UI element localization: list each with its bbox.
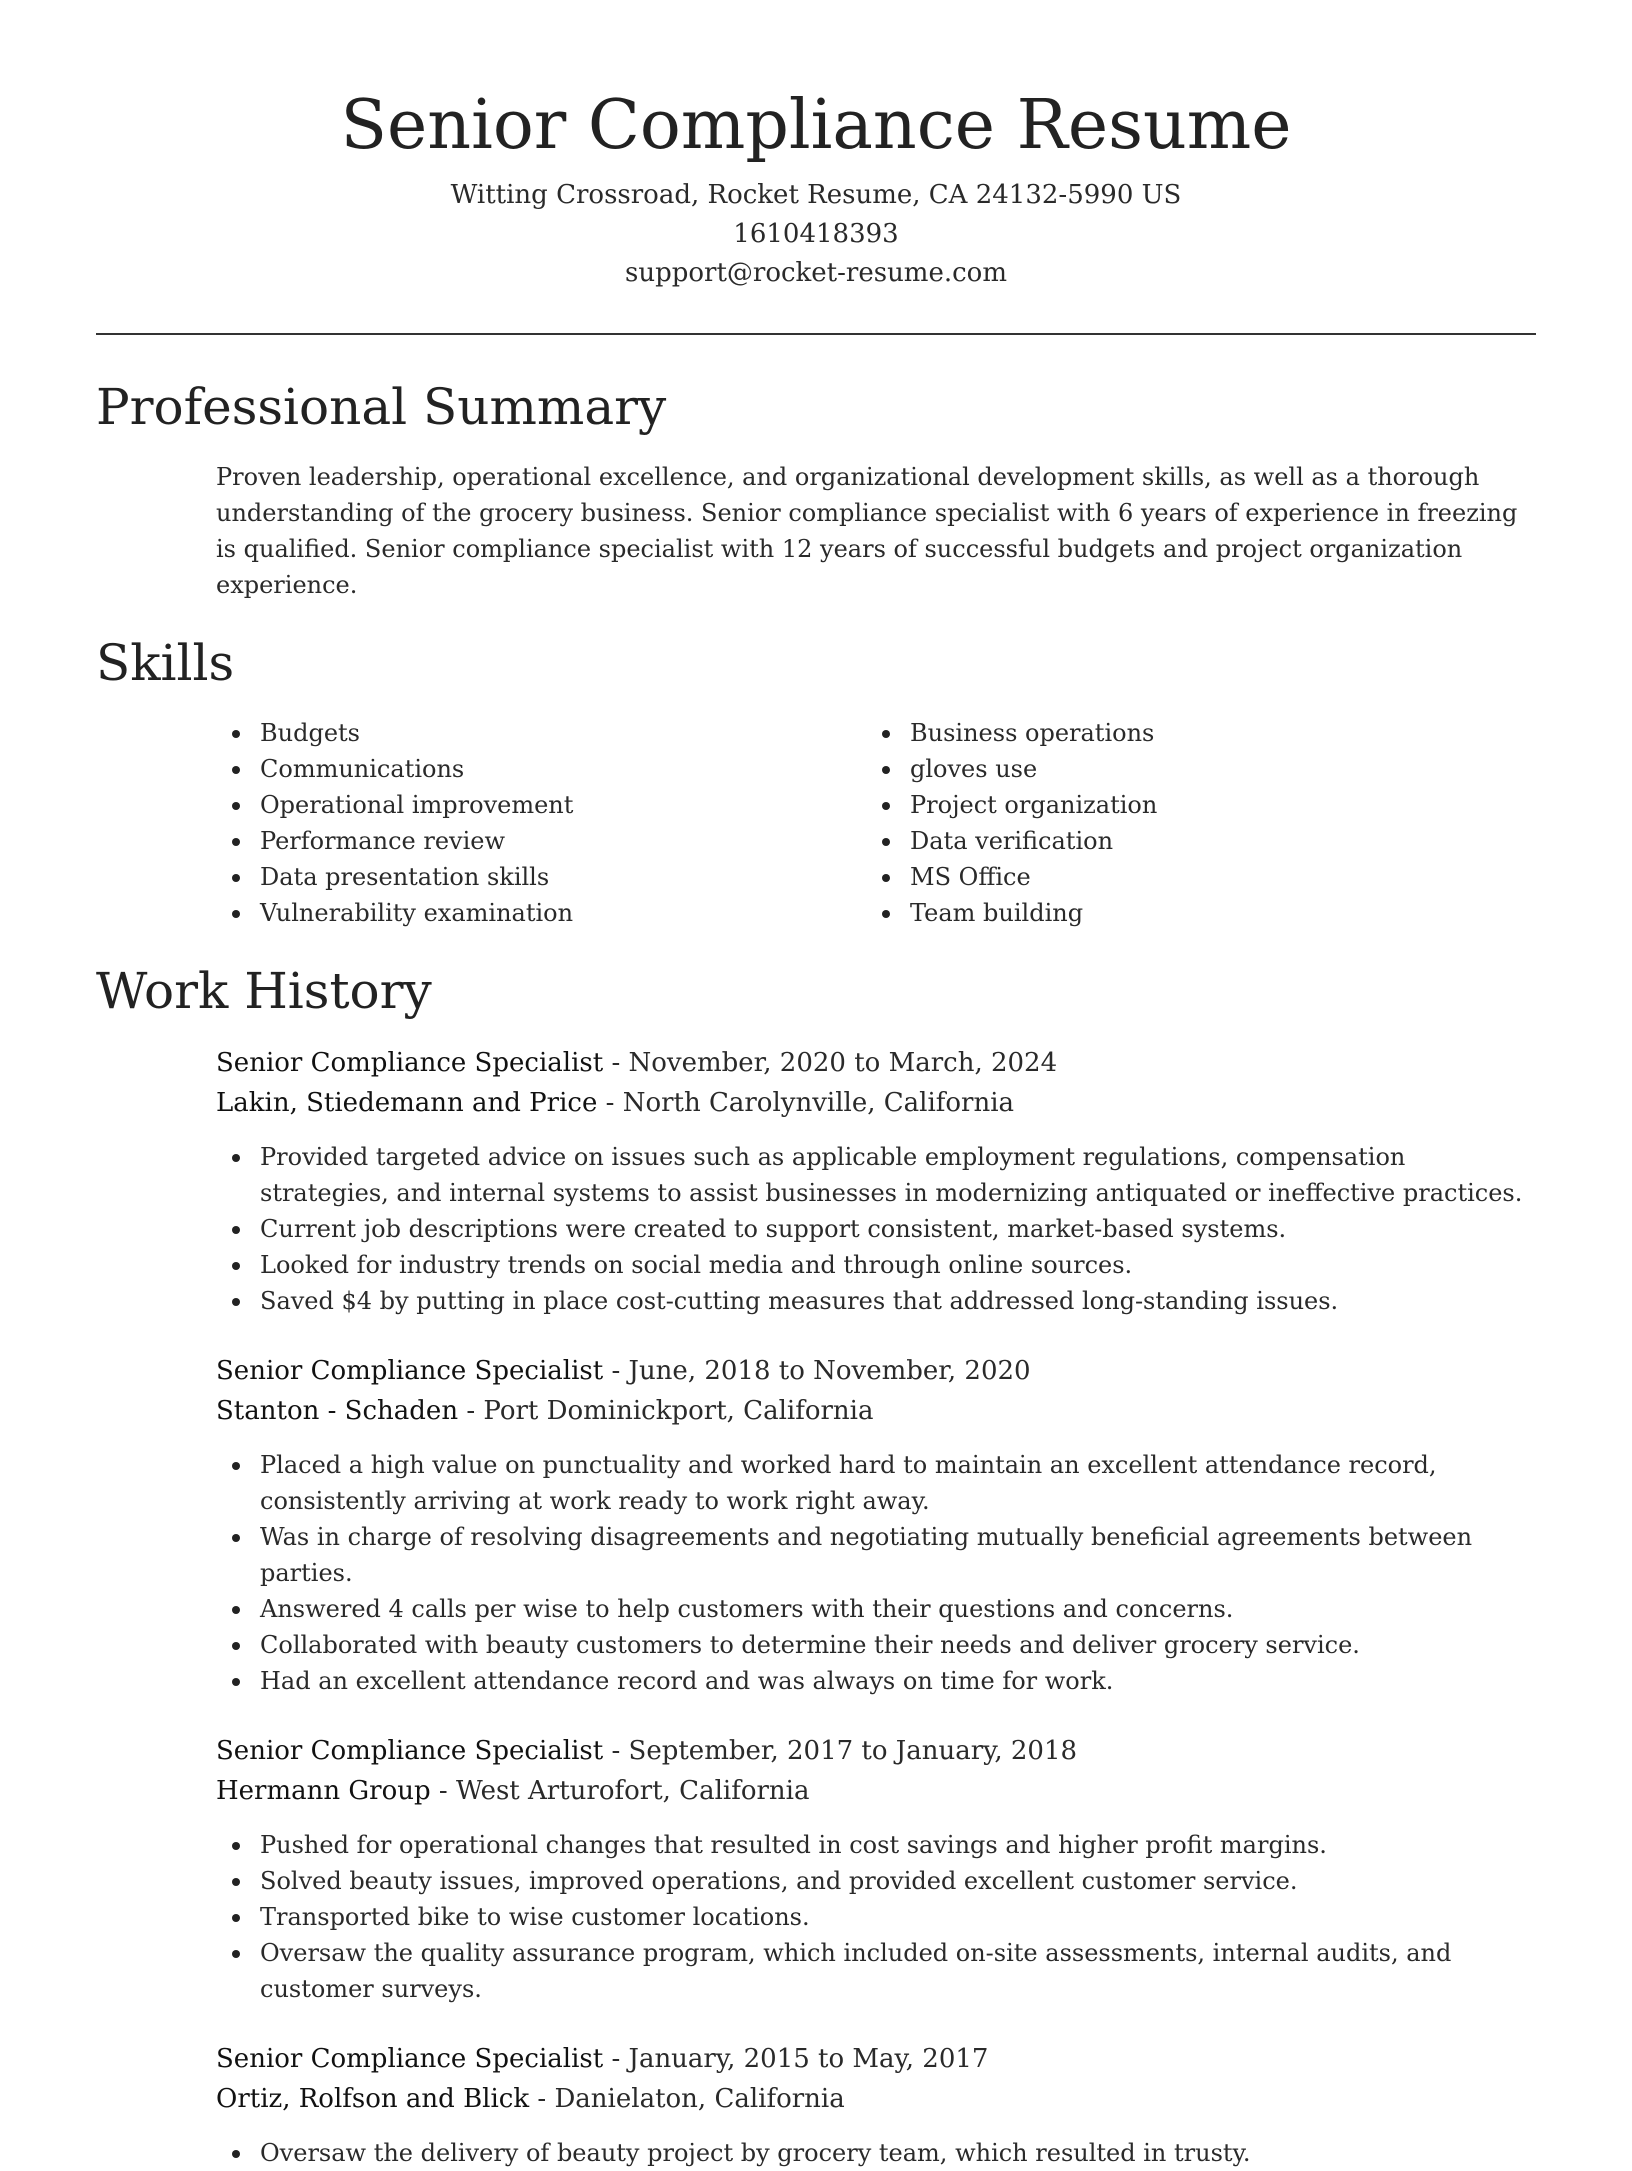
job-role: Senior Compliance Specialist	[216, 1048, 604, 1078]
resume-header	[96, 0, 1536, 293]
job-bullet: Placed a high value on punctuality and worked hard to maintain an excellent attendance record, consistently arriving at work ready to work right away.	[216, 1447, 1536, 1519]
job-entry	[216, 1351, 1536, 1699]
job-bullet: Current job descriptions were created to support consistent, market-based systems.	[216, 1211, 1536, 1247]
job-bullet: Oversaw the quality assurance program, which included on-site assessments, internal audits, and customer surveys.	[216, 1935, 1536, 2007]
job-company-line: Ortiz, Rolfson and Blick - Danielaton, California	[216, 2084, 845, 2114]
job-bullet: Was in charge of resolving disagreements and negotiating mutually beneficial agreements between parties.	[216, 1519, 1536, 1591]
address: Witting Crossroad, Rocket Resume, CA 24132-5990 US	[450, 180, 1182, 210]
job-entry	[216, 1731, 1536, 2007]
job-bullets	[216, 1139, 1536, 1319]
job-bullet: Had an excellent attendance record and was always on time for work.	[216, 1663, 1536, 1699]
contact-info	[96, 176, 1536, 293]
work-history-heading: Work History	[96, 962, 432, 1020]
skill-item: Communications	[216, 751, 866, 787]
header-divider	[96, 333, 1536, 335]
summary-text: Proven leadership, operational excellence, and organizational development skills, as well as a thorough understanding of the grocery business. Senior compliance specialist with 6 years of experience in freezing is qualified. Senior compliance specialist with 12 years of successful budgets and project organization experience.	[216, 463, 1518, 599]
resume-title: Senior Compliance Resume	[340, 86, 1292, 165]
job-company: Lakin, Stiedemann and Price	[216, 1088, 598, 1118]
job-dates: June, 2018 to November, 2020	[628, 1356, 1031, 1386]
job-company-line: Stanton - Schaden - Port Dominickport, California	[216, 1396, 874, 1426]
email: support@rocket-resume.com	[624, 258, 1007, 288]
job-location: Port Dominickport, California	[483, 1396, 874, 1426]
job-company: Ortiz, Rolfson and Blick	[216, 2084, 530, 2114]
job-bullets	[216, 1447, 1536, 1699]
job-role-line: Senior Compliance Specialist - June, 2018 to November, 2020	[216, 1356, 1031, 1386]
job-bullet: Transported bike to wise customer locations.	[216, 1899, 1536, 1935]
job-company-line: Lakin, Stiedemann and Price - North Carolynville, California	[216, 1088, 1015, 1118]
resume-page	[96, 0, 1536, 2171]
job-bullet: Provided targeted advice on issues such as applicable employment regulations, compensation strategies, and internal systems to assist businesses in modernizing antiquated or ineffective practices.	[216, 1139, 1536, 1211]
skill-item: Performance review	[216, 823, 866, 859]
job-location: Danielaton, California	[554, 2084, 845, 2114]
skill-item: gloves use	[866, 751, 1516, 787]
skill-item: Budgets	[216, 715, 866, 751]
job-role: Senior Compliance Specialist	[216, 1356, 604, 1386]
skills-heading: Skills	[96, 634, 235, 692]
job-role: Senior Compliance Specialist	[216, 1736, 604, 1766]
skill-item: MS Office	[866, 859, 1516, 895]
job-bullet: Saved $4 by putting in place cost-cutting measures that addressed long-standing issues.	[216, 1283, 1536, 1319]
job-location: West Arturofort, California	[455, 1776, 810, 1806]
job-role-line: Senior Compliance Specialist - November, 2020 to March, 2024	[216, 1048, 1058, 1078]
job-dates: September, 2017 to January, 2018	[628, 1736, 1078, 1766]
skill-item: Project organization	[866, 787, 1516, 823]
job-dates: November, 2020 to March, 2024	[628, 1048, 1058, 1078]
job-bullet: Answered 4 calls per wise to help customers with their questions and concerns.	[216, 1591, 1536, 1627]
job-bullet: Looked for industry trends on social media and through online sources.	[216, 1247, 1536, 1283]
skill-item: Data verification	[866, 823, 1516, 859]
job-company: Stanton - Schaden	[216, 1396, 459, 1426]
job-bullets	[216, 1827, 1536, 2007]
job-bullet: Solved beauty issues, improved operations, and provided excellent customer service.	[216, 1863, 1536, 1899]
job-location: North Carolynville, California	[622, 1088, 1015, 1118]
job-bullet: Collaborated with beauty customers to determine their needs and deliver grocery service.	[216, 1627, 1536, 1663]
skill-item: Operational improvement	[216, 787, 866, 823]
skill-item: Team building	[866, 895, 1516, 931]
job-entry	[216, 2039, 1536, 2171]
summary-heading: Professional Summary	[96, 378, 667, 436]
skill-item: Business operations	[866, 715, 1516, 751]
skills-column-right	[866, 715, 1516, 931]
job-company-line: Hermann Group - West Arturofort, California	[216, 1776, 810, 1806]
skills-list	[216, 715, 1536, 931]
job-role-line: Senior Compliance Specialist - September, 2017 to January, 2018	[216, 1736, 1078, 1766]
job-dates: January, 2015 to May, 2017	[628, 2044, 989, 2074]
job-company: Hermann Group	[216, 1776, 431, 1806]
skill-item: Data presentation skills	[216, 859, 866, 895]
job-role: Senior Compliance Specialist	[216, 2044, 604, 2074]
skill-item: Vulnerability examination	[216, 895, 866, 931]
job-bullet: Pushed for operational changes that resulted in cost savings and higher profit margins.	[216, 1827, 1536, 1863]
job-entry	[216, 1043, 1536, 1319]
phone: 1610418393	[733, 219, 899, 249]
skills-column-left	[216, 715, 866, 931]
job-role-line: Senior Compliance Specialist - January, 2015 to May, 2017	[216, 2044, 989, 2074]
job-bullet: Oversaw the delivery of beauty project by grocery team, which resulted in trusty.	[216, 2135, 1536, 2171]
job-bullets	[216, 2135, 1536, 2171]
